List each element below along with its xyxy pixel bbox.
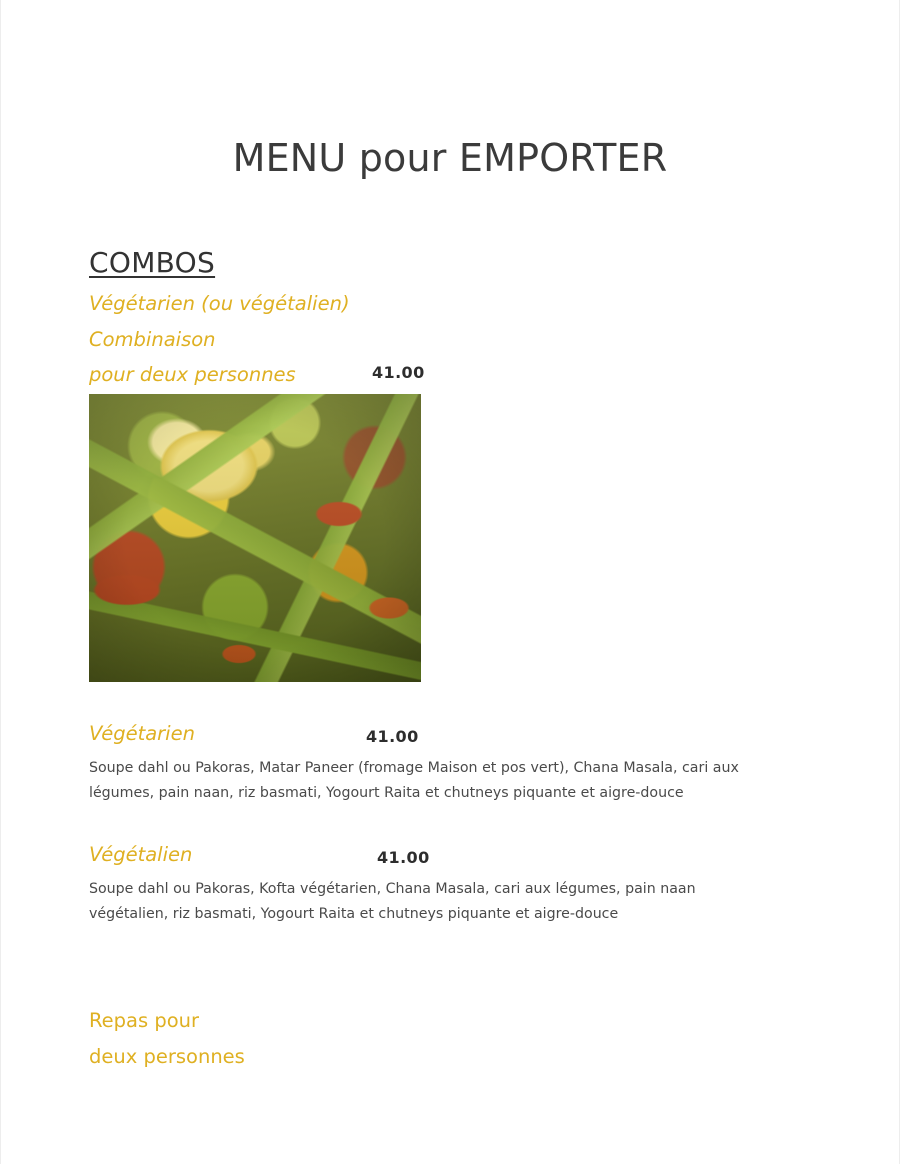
menu-item-description: Soupe dahl ou Pakoras, Kofta végétarien, Chana Masala, cari aux légumes, pain naan végétalien, riz basmati, Yogourt Raita et chutneys piquante et aigre-douce [89,881,696,922]
menu-item-price: 41.00 [366,727,419,746]
page-title: MENU pour EMPORTER [232,136,668,181]
menu-item-description: Soupe dahl ou Pakoras, Matar Paneer (fromage Maison et pos vert), Chana Masala, cari aux légumes, pain naan, riz basmati, Yogourt Raita et chutneys piquante et aigre-douce [89,760,739,801]
page-content [89,0,811,1164]
footer-line-1: Repas pour [89,1009,200,1032]
menu-item-price: 41.00 [377,848,430,867]
footer-heading [89,1003,245,1074]
combo-feature-title [89,286,379,393]
food-photo [89,394,421,682]
combo-feature-line-2: Combinaison [89,327,216,351]
section-heading-combos: COMBOS [89,246,216,280]
combo-feature-line-1: Végétarien (ou végétalien) [89,292,350,315]
menu-item-name: Végétalien [89,843,193,866]
footer-line-2: deux personnes [89,1044,245,1068]
menu-item-name: Végétarien [89,722,195,745]
combo-feature-price: 41.00 [372,363,425,382]
combo-feature-line-3: pour deux personnes [89,363,296,386]
food-photo-shading-layer [89,394,421,682]
